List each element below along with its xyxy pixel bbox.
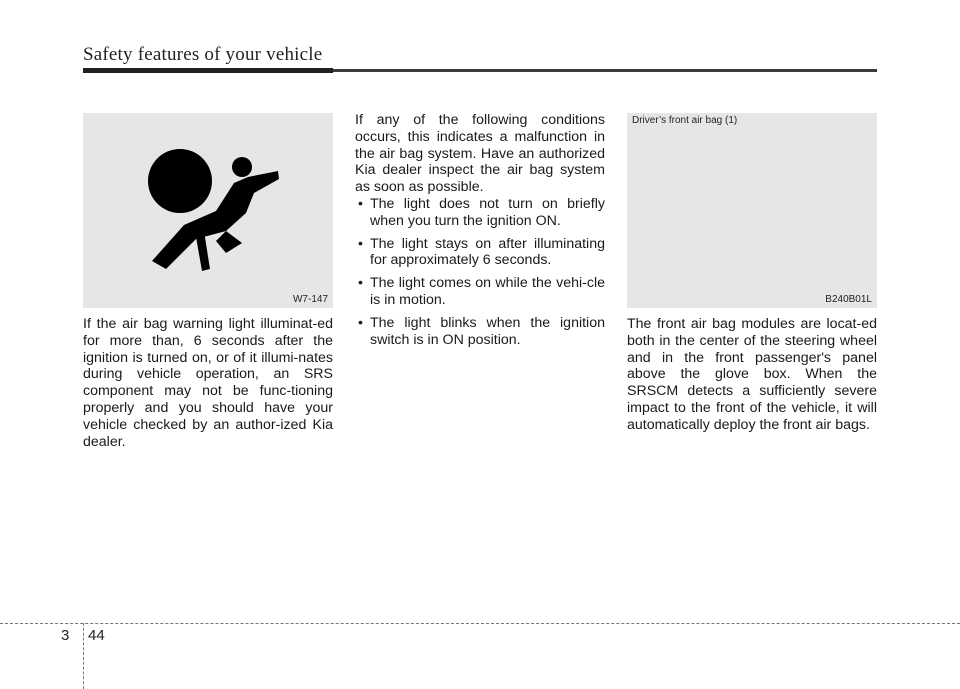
list-item: • The light blinks when the ignition switch is in ON position. bbox=[358, 314, 605, 348]
malfunction-intro-paragraph: If any of the following conditions occurs, this indicates a malfunction in the air bag system. Have an authorized Kia dealer inspect the air bag system as soon as possible. bbox=[355, 112, 605, 196]
footer-divider bbox=[83, 623, 84, 689]
figure-code: W7-147 bbox=[292, 294, 328, 305]
figure-caption: Driver’s front air bag (1) bbox=[632, 115, 738, 126]
figure-code: B240B01L bbox=[825, 294, 872, 305]
airbag-warning-icon bbox=[138, 141, 308, 291]
list-item: • The light does not turn on briefly when you turn the ignition ON. bbox=[358, 196, 605, 229]
warning-light-paragraph: If the air bag warning light illuminat-ed for more than, 6 seconds after the ignition is turned on, or of it illumi-nates during vehicle operation, an SRS component may not be func-tioning properly and you should have your vehicle checked by an author-ized Kia dealer. bbox=[83, 316, 333, 450]
footer-rule bbox=[0, 623, 960, 624]
front-airbag-paragraph: The front air bag modules are locat-ed both in the center of the steering wheel and in the front passenger's panel above the glove box. When the SRSCM detects a sufficiently severe impact to the front of the vehicle, it will automatically deploy the front air bags. bbox=[627, 316, 877, 433]
header-rule-accent bbox=[83, 68, 333, 73]
section-number: 3 bbox=[61, 627, 70, 644]
malfunction-conditions-list bbox=[355, 196, 605, 354]
airbag-warning-figure bbox=[83, 113, 333, 308]
driver-airbag-figure bbox=[627, 113, 877, 308]
page-header-title: Safety features of your vehicle bbox=[83, 44, 323, 65]
list-item: • The light comes on while the vehi-cle is in motion. bbox=[358, 275, 605, 308]
page-number: 44 bbox=[88, 627, 105, 644]
list-item: • The light stays on after illuminating for approximately 6 seconds. bbox=[358, 235, 605, 269]
